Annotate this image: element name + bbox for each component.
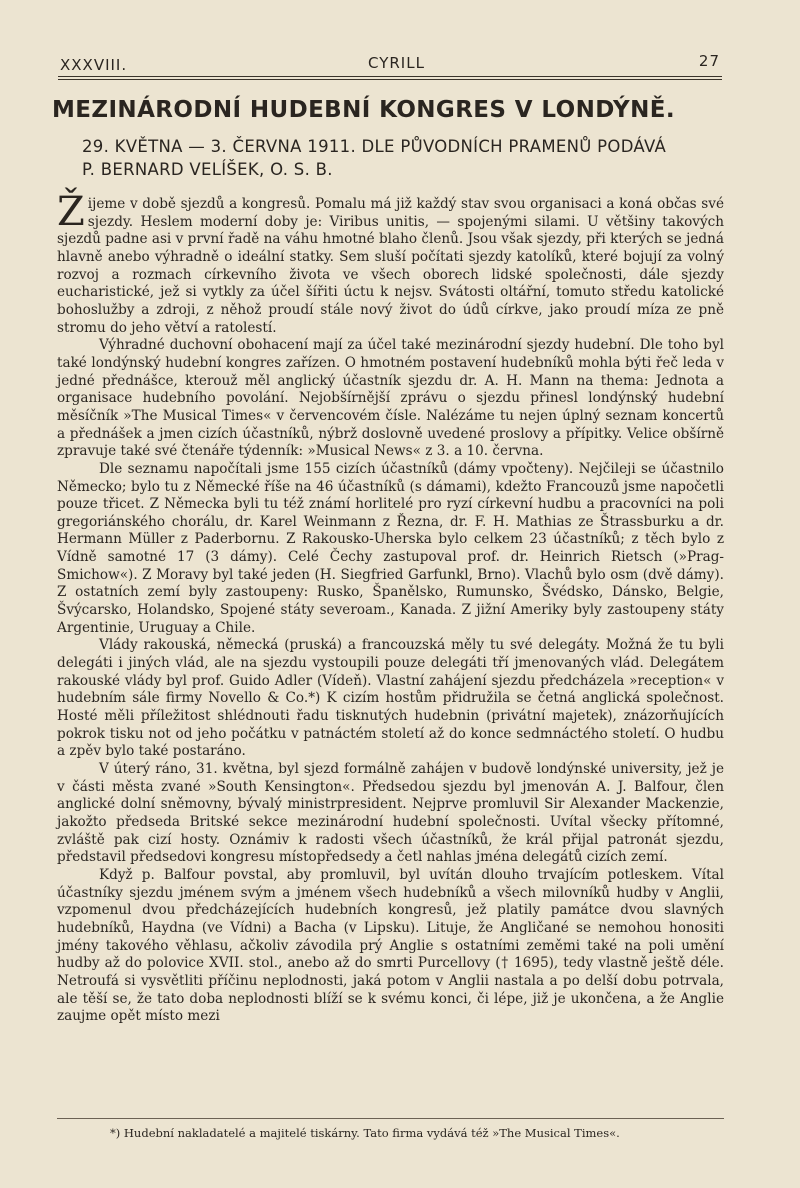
subtitle-line-1: 29. KVĚTNA — 3. ČERVNA 1911. DLE PŮVODNÍCH PRAMENŮ PODÁVÁ bbox=[82, 137, 667, 156]
running-header bbox=[60, 52, 720, 74]
journal-name: CYRILL bbox=[368, 54, 425, 72]
subtitle-line-2: P. BERNARD VELÍŠEK, O. S. B. bbox=[82, 160, 333, 179]
article-body bbox=[57, 189, 724, 1026]
paragraph-5: V úterý ráno, 31. května, byl sjezd formálně zahájen v budově londýnské university, jež je v části města zvané »South Kensington«. Předsedou sjezdu byl jmenován A. J. Balfour, člen anglické dolní sněmovny, bývalý ministrpresident. Nejprve promluvil Sir Alexander Mackenzie, jakožto předseda Britské sekce mezinárodní hudební společnosti. Uvítal všecky přítomné, zvláště pak cizí hosty. Oznámiv k radosti všech účastníků, že král přijal patronát sjezdu, představil předsedovi kongresu místopředsedy a četl nahlas jména delegátů cizích zemí. bbox=[57, 761, 724, 866]
header-rule-bottom bbox=[58, 79, 722, 80]
paragraph-1 bbox=[57, 189, 724, 337]
paragraph-6: Když p. Balfour povstal, aby promluvil, byl uvítán dlouho trvajícím potleskem. Vítal účastníky sjezdu jménem svým a jménem všech hudebníků a všech milovníků hudby v Anglii, vzpomenul dvou předcházejících hudebních kongresů, jež platily památce dvou slavných hudebníků, Haydna (ve Vídni) a Bacha (v Lipsku). Lituje, že Angličané se nemohou honositi jmény takového věhlasu, ačkoliv závodila prý Anglie s ostatními zeměmi také na poli umění hudby až do polovice XVII. stol., anebo až do smrti Purcellovy († 1695), tedy vlastně ještě déle. Netroufá si vysvětliti příčinu neplodnosti, jaká potom v Anglii nastala a po delší dobu potrvala, ale těší se, že tato doba neplodnosti blíží se k svému konci, či lépe, již je ukončena, a že Anglie zaujme opět místo mezi bbox=[57, 866, 724, 1025]
footnote: *) Hudební nakladatelé a majitelé tiskárny. Tato firma vydává též »The Musical Times«. bbox=[110, 1126, 620, 1140]
article-subtitle bbox=[82, 135, 742, 181]
article-title: MEZINÁRODNÍ HUDEBNÍ KONGRES V LONDÝNĚ. bbox=[52, 97, 676, 123]
header-rule-top bbox=[58, 76, 722, 77]
drop-cap: Ž bbox=[57, 189, 85, 235]
page-number: 27 bbox=[698, 52, 720, 70]
paragraph-1-text: ijeme v době sjezdů a kongresů. Pomalu má již každý stav svou organisaci a koná občas své sjezdy. Heslem moderní doby je: Viribus unitis, — spojenými silami. U většiny takových sjezdů padne asi v první řadě na váhu hmotné blaho členů. Jsou však sjezdy, při kterých se jedná hlavně anebo výhradně o ideální statky. Sem sluší počítati sjezdy katolíků, které bojují za volný rozvoj a rozmach církevního života ve všech oborech lidské společnosti, dále sjezdy eucharistické, jež si vytkly za účel šířiti úctu k nejsv. Svátosti oltářní, tomuto středu katolické bohoslužby a zdroji, z něhož proudí stále nový život do údů církve, jako proudí míza ze pně stromu do jeho větví a ratolestí. bbox=[57, 196, 724, 336]
paragraph-3: Dle seznamu napočítali jsme 155 cizích účastníků (dámy vpočteny). Nejčileji se účastnilo Německo; bylo tu z Německé říše na 46 účastníků (s dámami), kdežto Francouzů jsme napočetli pouze třicet. Z Německa byli tu též známí horlitelé pro ryzí církevní hudbu a pracovníci na poli gregoriánského chorálu, dr. Karel Weinmann z Řezna, dr. F. H. Mathias ze Štrassburku a dr. Hermann Müller z Paderbornu. Z Rakousko-Uherska bylo celkem 23 účastníků; z těch bylo z Vídně samotné 17 (3 dámy). Celé Čechy zastupoval prof. dr. Heinrich Rietsch (»Prag-Smichow«). Z Moravy byl také jeden (H. Siegfried Garfunkl, Brno). Vlachů bylo osm (dvě dámy). Z ostatních zemí byly zastoupeny: Rusko, Španělsko, Rumunsko, Švédsko, Dánsko, Belgie, Švýcarsko, Holandsko, Spojené státy severoam., Kanada. Z jižní Ameriky byly zastoupeny státy Argentinie, Uruguay a Chile. bbox=[57, 460, 724, 636]
paragraph-4: Vlády rakouská, německá (pruská) a francouzská měly tu své delegáty. Možná že tu byli delegáti i jiných vlád, ale na sjezdu vystoupili pouze delegáti tří jmenovaných vlád. Delegátem rakouské vlády byl prof. Guido Adler (Vídeň). Vlastní zahájení sjezdu předcházela »reception« v hudebním sále firmy Novello & Co.*) K cizím hostům přidružila se četná anglická společnost. Hosté měli příležitost shlédnouti řadu tisknutých hudebnin (privátní majetek), znázorňujících pokrok tisku not od jeho počátku v patnáctém století až do konce sedmnáctého století. O hudbu a zpěv bylo také postaráno. bbox=[57, 637, 724, 760]
volume-number: XXXVIII. bbox=[60, 56, 128, 74]
paragraph-2: Výhradné duchovní obohacení mají za účel také mezinárodní sjezdy hudební. Dle toho byl také londýnský hudební kongres zařízen. O hmotném postavení hudebníků mohla býti řeč leda v jedné přednášce, kterouž měl anglický účastník sjezdu dr. A. H. Mann na thema: Jednota a organisace hudebního povolání. Nejobšírnější zprávu o sjezdu přinesl londýnský hudební měsíčník »The Musical Times« v červencovém čísle. Nalézáme tu nejen úplný seznam koncertů a přednášek a jmen cizích účastníků, nýbrž doslovně uvedené proslovy a přípitky. Velice obšírně zpravuje také své čtenáře týdenník: »Musical News« z 3. a 10. června. bbox=[57, 337, 724, 460]
footnote-rule bbox=[57, 1118, 724, 1119]
